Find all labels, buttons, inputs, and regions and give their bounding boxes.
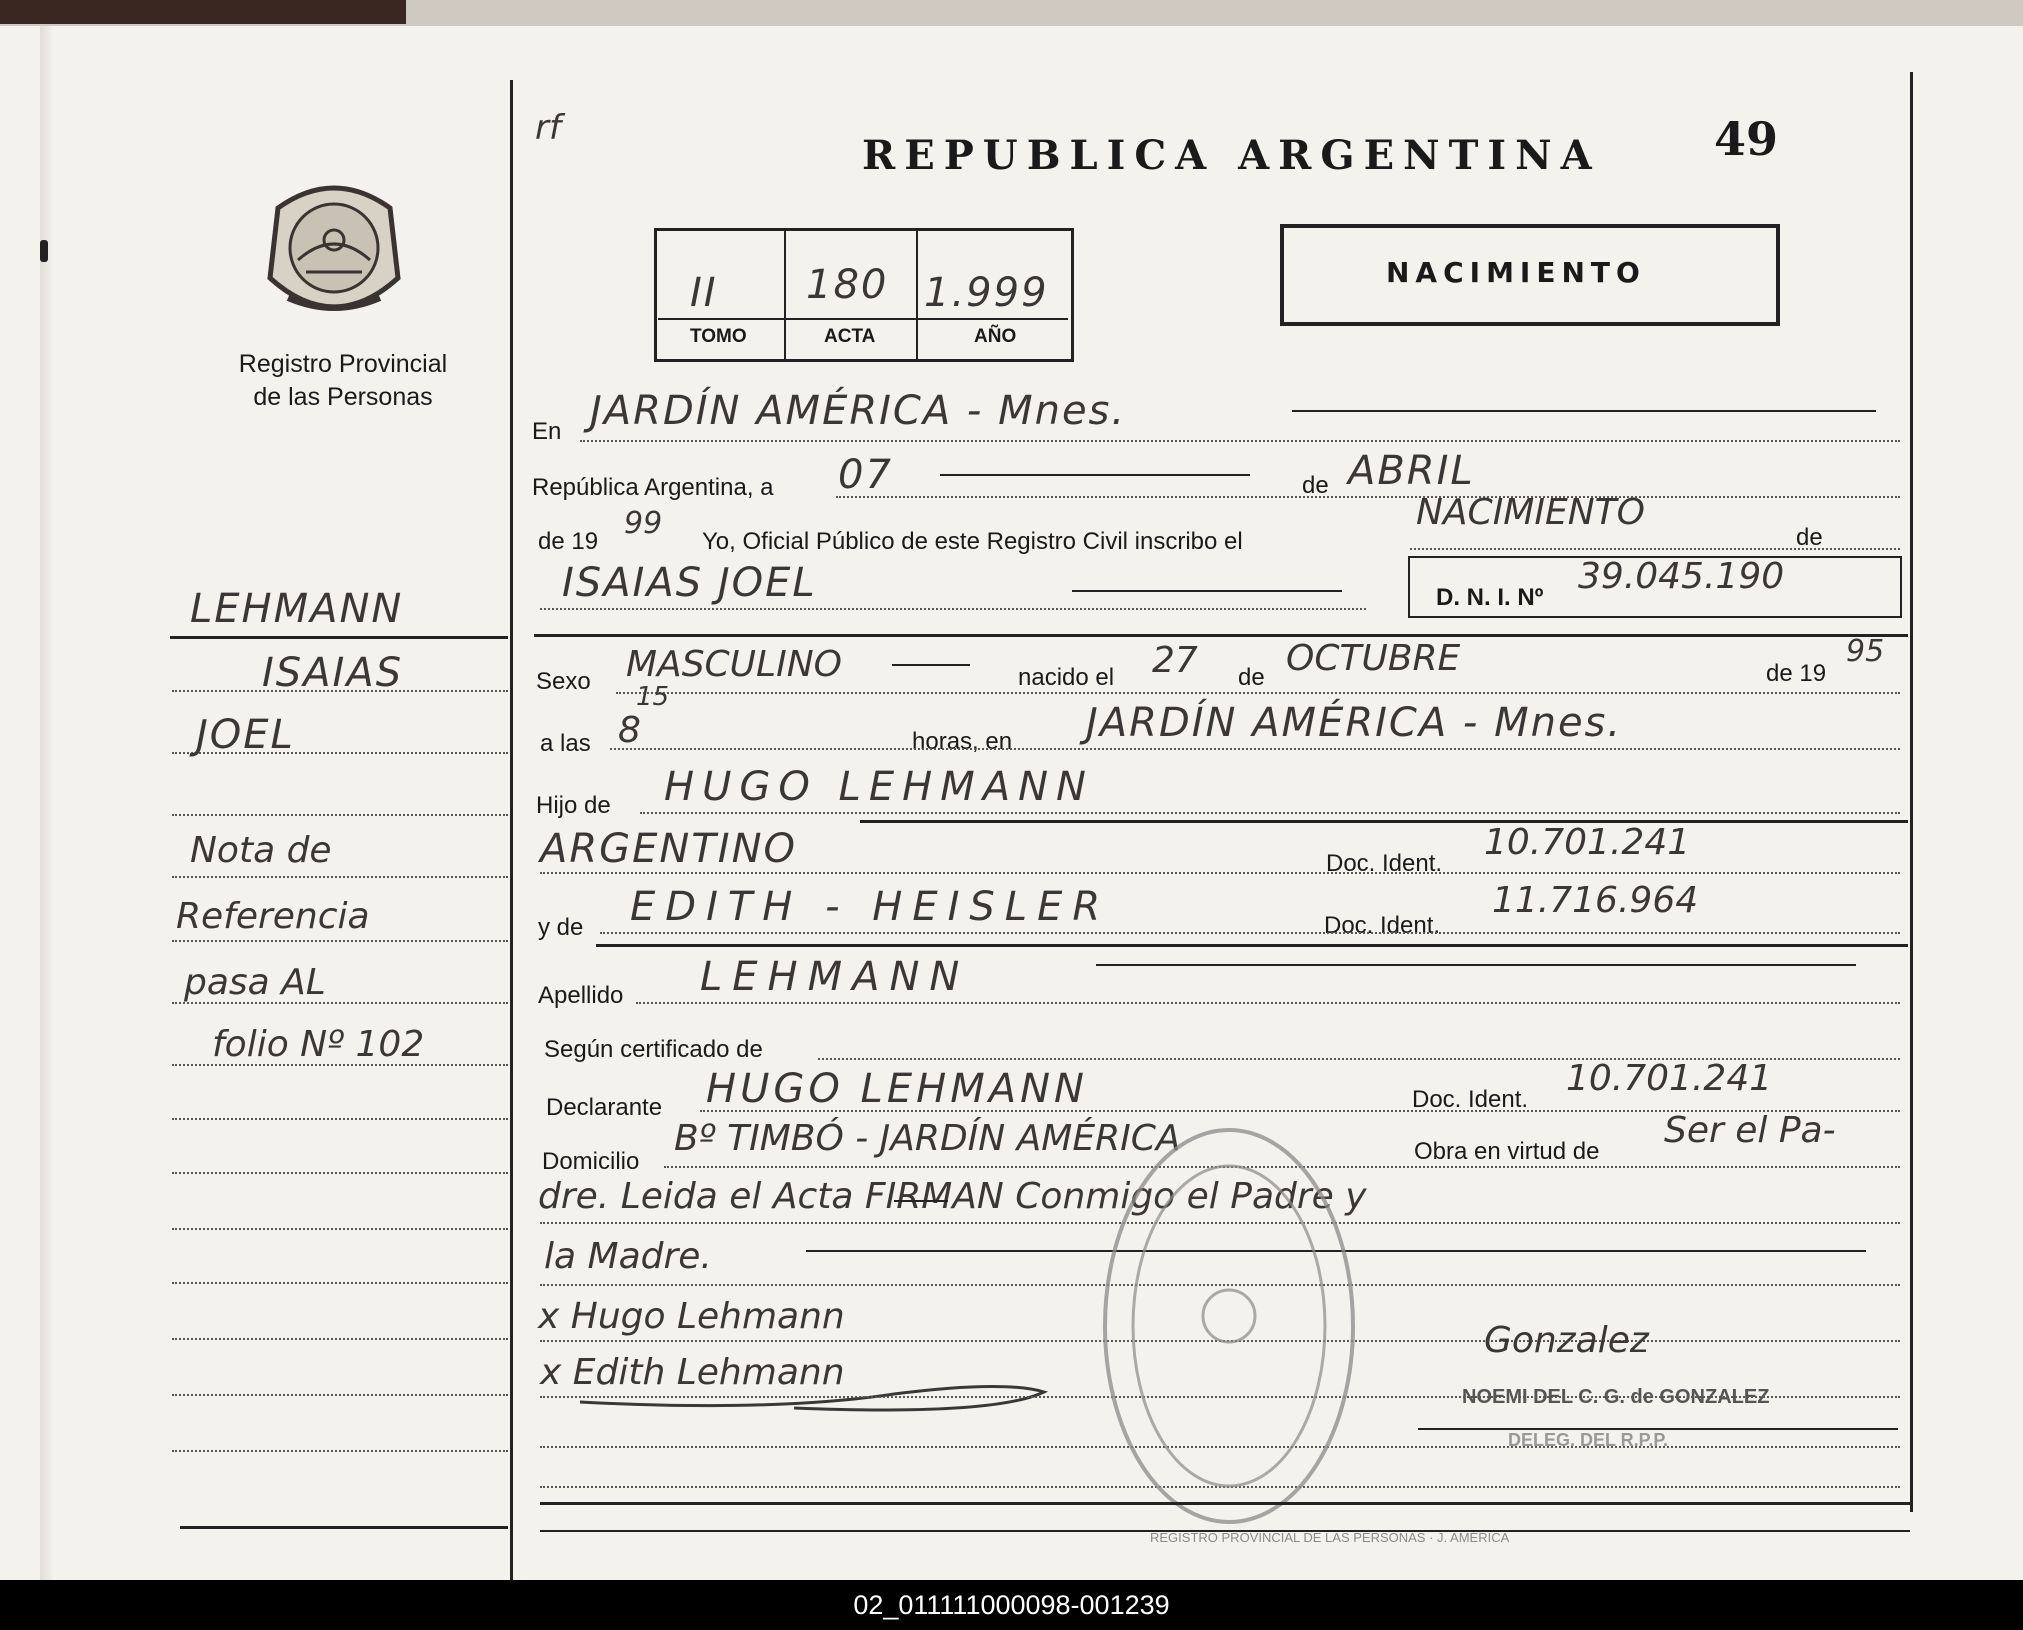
right-rule xyxy=(1910,72,1913,1512)
en-label: En xyxy=(532,418,562,445)
official-signature: Gonzalez xyxy=(1484,1320,1649,1361)
segun-label: Según certificado de xyxy=(544,1036,763,1063)
folio-number: 49 xyxy=(1714,112,1779,166)
country-title: REPUBLICA ARGENTINA xyxy=(862,132,1601,179)
hijo-label: Hijo de xyxy=(536,792,611,819)
dni-label: D. N. I. Nº xyxy=(1436,584,1544,611)
binding-mark xyxy=(40,240,48,262)
sexo-value: MASCULINO xyxy=(626,644,842,685)
dni-value: 39.045.190 xyxy=(1578,556,1785,597)
domicilio-value: Bº TIMBÓ - JARDÍN AMÉRICA xyxy=(674,1118,1181,1159)
hour-value: 8 xyxy=(618,710,641,751)
yo-label: Yo, Oficial Público de este Registro Civil inscribo el xyxy=(702,528,1243,555)
apellido-label: Apellido xyxy=(538,982,624,1009)
round-stamp-icon xyxy=(1094,1116,1364,1536)
obra-label: Obra en virtud de xyxy=(1414,1138,1600,1165)
de2-label: de xyxy=(1238,664,1265,691)
text-line-1: dre. Leida el Acta FIRMAN Conmigo el Padre y xyxy=(538,1176,1367,1217)
alas-label: a las xyxy=(540,730,591,757)
yde-label: y de xyxy=(538,914,584,941)
father-doc: 10.701.241 xyxy=(1484,822,1691,863)
declarante-doc: 10.701.241 xyxy=(1566,1058,1773,1099)
anio-label: AÑO xyxy=(974,326,1017,347)
section-rule xyxy=(860,820,1908,823)
mother-doc-label: Doc. Ident. xyxy=(1324,912,1441,939)
margin-note-3: pasa AL xyxy=(184,962,326,1003)
horas-label: horas, en xyxy=(912,728,1013,755)
domicilio-label: Domicilio xyxy=(542,1148,640,1175)
record-type: NACIMIENTO xyxy=(1386,256,1646,289)
child-name: ISAIAS JOEL xyxy=(562,560,817,606)
signature-mother: x Edith Lehmann xyxy=(540,1352,845,1393)
place-value: JARDÍN AMÉRICA - Mnes. xyxy=(590,388,1127,434)
minutes-value: 15 xyxy=(636,682,670,712)
birth-place: JARDÍN AMÉRICA - Mnes. xyxy=(1086,700,1623,746)
margin-note-2: Referencia xyxy=(176,896,370,937)
margin-name1: ISAIAS xyxy=(262,650,404,696)
margin-surname: LEHMANN xyxy=(190,586,404,632)
book-edge xyxy=(0,0,2023,28)
mother-name: EDITH - HEISLER xyxy=(630,884,1111,930)
de19b-label: de 19 xyxy=(1766,660,1827,687)
de-end-label: de xyxy=(1796,524,1823,551)
margin-note-4: folio Nº 102 xyxy=(212,1024,425,1065)
sexo-label: Sexo xyxy=(536,668,591,695)
misiones-seal-icon xyxy=(258,168,410,328)
signature-flourish xyxy=(574,1372,1054,1418)
declarante-doc-label: Doc. Ident. xyxy=(1412,1086,1529,1113)
image-code: 02_011111000098-001239 xyxy=(853,1590,1170,1620)
acta-value: 180 xyxy=(806,262,889,308)
text-line-2: la Madre. xyxy=(544,1236,712,1277)
section-rule xyxy=(596,944,1908,947)
margin-rule-bottom xyxy=(180,1526,508,1529)
image-code-bar xyxy=(0,1580,2023,1630)
official-stamp-office: DELEG. DEL R.P.P. xyxy=(1508,1430,1669,1450)
year-suffix: 99 xyxy=(624,506,663,541)
apellido-value: LEHMANN xyxy=(700,954,970,1000)
birth-month: OCTUBRE xyxy=(1286,638,1461,679)
de-label: de xyxy=(1302,472,1329,499)
round-stamp-text: REGISTRO PROVINCIAL DE LAS PERSONAS · J. AMÉRICA xyxy=(1150,1530,1510,1545)
acta-label: ACTA xyxy=(824,326,876,347)
margin-rule xyxy=(510,80,513,1580)
de19-label: de 19 xyxy=(538,528,599,555)
nacido-label: nacido el xyxy=(1018,664,1115,691)
day-value: 07 xyxy=(838,452,893,498)
section-rule-bottom xyxy=(540,1502,1910,1505)
republica-label: República Argentina, a xyxy=(532,474,774,501)
obra-value: Ser el Pa- xyxy=(1664,1110,1836,1151)
tomo-label: TOMO xyxy=(690,326,747,347)
father-doc-label: Doc. Ident. xyxy=(1326,850,1443,877)
tomo-value: II xyxy=(690,270,718,316)
declarante-name: HUGO LEHMANN xyxy=(706,1066,1088,1112)
registry-name: Registro Provincial de las Personas xyxy=(238,350,448,411)
anio-value: 1.999 xyxy=(924,270,1049,316)
birth-year: 95 xyxy=(1846,634,1885,669)
act-kind: NACIMIENTO xyxy=(1416,492,1645,533)
signature-father: x Hugo Lehmann xyxy=(538,1296,845,1337)
official-stamp-name: NOEMI DEL C. G. de GONZALEZ xyxy=(1462,1386,1770,1408)
margin-note-1: Nota de xyxy=(190,830,332,871)
declarante-label: Declarante xyxy=(546,1094,663,1121)
corner-mark: rf xyxy=(535,108,561,148)
section-rule xyxy=(534,634,1908,637)
mother-doc: 11.716.964 xyxy=(1492,880,1699,921)
margin-rule-top xyxy=(170,636,508,639)
margin-name2: JOEL xyxy=(196,712,295,758)
month-value: ABRIL xyxy=(1348,448,1475,494)
father-name: HUGO LEHMANN xyxy=(664,764,1094,810)
birth-day: 27 xyxy=(1152,640,1198,681)
father-nationality: ARGENTINO xyxy=(540,826,797,872)
